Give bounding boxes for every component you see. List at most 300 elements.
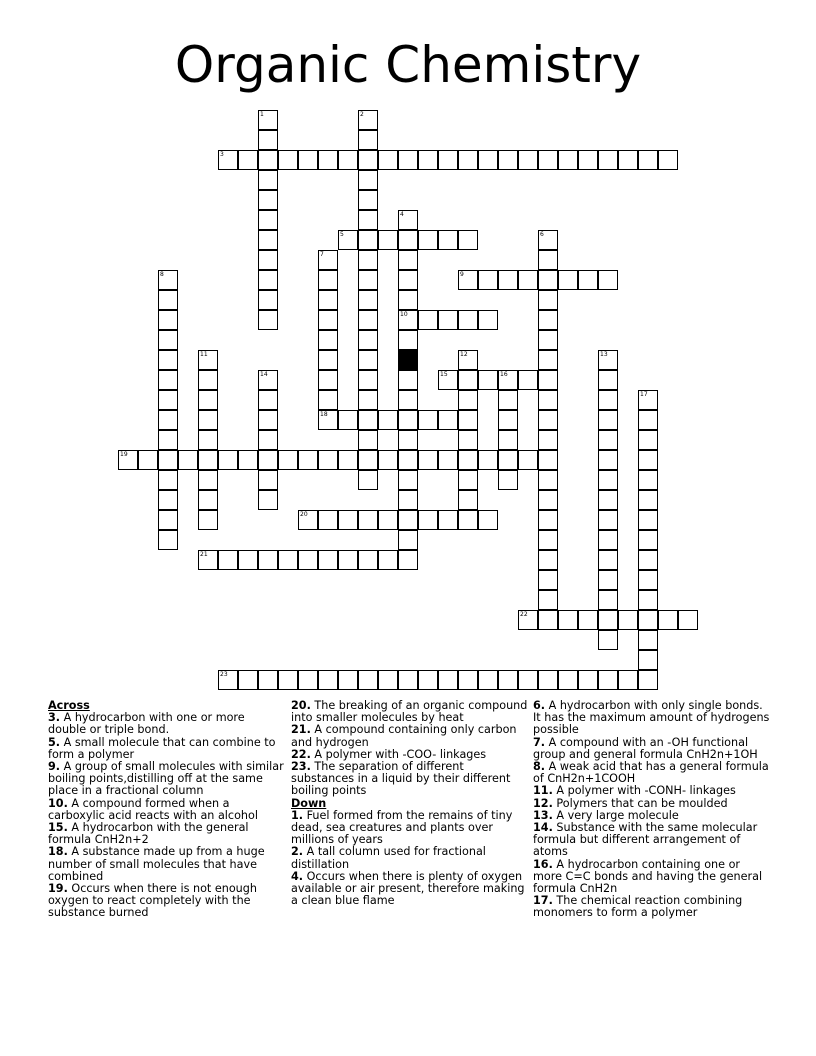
crossword-cell[interactable]: [398, 550, 418, 570]
crossword-cell[interactable]: [258, 310, 278, 330]
crossword-cell[interactable]: [358, 350, 378, 370]
crossword-cell[interactable]: [358, 550, 378, 570]
crossword-cell[interactable]: [578, 150, 598, 170]
clue-item-text: Substance with the same molecular formula but different arrangement of atoms: [533, 821, 758, 859]
crossword-cell[interactable]: [438, 310, 458, 330]
crossword-cell[interactable]: [238, 150, 258, 170]
crossword-cell[interactable]: [318, 310, 338, 330]
crossword-cell[interactable]: [498, 670, 518, 690]
crossword-cell[interactable]: [378, 550, 398, 570]
crossword-cell[interactable]: [398, 510, 418, 530]
crossword-cell[interactable]: [118, 450, 138, 470]
crossword-cell[interactable]: [638, 670, 658, 690]
crossword-cell[interactable]: [458, 230, 478, 250]
crossword-cell[interactable]: [378, 410, 398, 430]
clue-item-number: 8.: [533, 760, 546, 774]
crossword-cell[interactable]: [498, 450, 518, 470]
crossword-cell[interactable]: [458, 670, 478, 690]
crossword-cell[interactable]: [538, 370, 558, 390]
crossword-cell[interactable]: [398, 290, 418, 310]
crossword-cell[interactable]: [418, 410, 438, 430]
crossword-cell[interactable]: [598, 150, 618, 170]
crossword-cell[interactable]: [438, 510, 458, 530]
crossword-cell[interactable]: [258, 390, 278, 410]
clue-item: [291, 810, 529, 847]
crossword-cell[interactable]: [458, 490, 478, 510]
crossword-cell[interactable]: [278, 450, 298, 470]
crossword-cell[interactable]: [638, 590, 658, 610]
crossword-cell[interactable]: [558, 150, 578, 170]
crossword-cell[interactable]: [378, 450, 398, 470]
clue-item-number: 9.: [48, 760, 61, 774]
crossword-cell[interactable]: [458, 310, 478, 330]
crossword-cell[interactable]: [638, 570, 658, 590]
crossword-cell[interactable]: [138, 450, 158, 470]
crossword-cell[interactable]: [258, 250, 278, 270]
crossword-cell[interactable]: [258, 110, 278, 130]
crossword-cell[interactable]: [518, 150, 538, 170]
crossword-cell[interactable]: [598, 270, 618, 290]
crossword-cell[interactable]: [158, 410, 178, 430]
clue-item: [533, 822, 771, 859]
crossword-cell[interactable]: [418, 150, 438, 170]
crossword-cell[interactable]: [258, 210, 278, 230]
crossword-cell[interactable]: [658, 150, 678, 170]
clue-item-text: A small molecule that can combine to form a polymer: [48, 735, 276, 761]
crossword-cell[interactable]: [398, 490, 418, 510]
crossword-cell[interactable]: [478, 670, 498, 690]
crossword-cell[interactable]: [538, 310, 558, 330]
clues-column-1: [48, 700, 286, 920]
crossword-cell[interactable]: [458, 450, 478, 470]
crossword-cell[interactable]: [538, 550, 558, 570]
clue-item-number: 1.: [291, 808, 304, 822]
crossword-cell[interactable]: [518, 450, 538, 470]
crossword-cell[interactable]: [618, 670, 638, 690]
clue-item-text: Occurs when there is not enough oxygen to react completely with the substance burned: [48, 882, 257, 920]
crossword-cell[interactable]: [638, 410, 658, 430]
crossword-cell[interactable]: [418, 230, 438, 250]
crossword-cell[interactable]: [358, 450, 378, 470]
crossword-cell[interactable]: [538, 490, 558, 510]
crossword-cell[interactable]: [318, 550, 338, 570]
crossword-cell[interactable]: [198, 350, 218, 370]
crossword-cell[interactable]: [358, 510, 378, 530]
crossword-cell[interactable]: [538, 230, 558, 250]
crossword-cell[interactable]: [278, 670, 298, 690]
crossword-cell[interactable]: [458, 350, 478, 370]
crossword-cell[interactable]: [158, 310, 178, 330]
crossword-cell[interactable]: [338, 450, 358, 470]
clue-item-text: The chemical reaction combining monomers to form a polymer: [533, 894, 743, 920]
crossword-cell[interactable]: [298, 510, 318, 530]
crossword-cell[interactable]: [198, 490, 218, 510]
crossword-cell[interactable]: [458, 410, 478, 430]
clue-number: 14: [260, 371, 268, 378]
crossword-cell[interactable]: [398, 390, 418, 410]
crossword-cell[interactable]: [638, 470, 658, 490]
crossword-cell[interactable]: [638, 630, 658, 650]
crossword-cell[interactable]: [598, 510, 618, 530]
crossword-cell[interactable]: [538, 250, 558, 270]
crossword-cell[interactable]: [518, 270, 538, 290]
clue-item-text: A group of small molecules with similar boiling points,distilling off at the same place in a fractional column: [48, 760, 284, 798]
crossword-cell[interactable]: [198, 450, 218, 470]
crossword-cell[interactable]: [238, 450, 258, 470]
crossword-cell[interactable]: [158, 470, 178, 490]
page-title: Organic Chemistry: [174, 36, 642, 94]
crossword-cell[interactable]: [398, 470, 418, 490]
crossword-cell[interactable]: [198, 410, 218, 430]
crossword-cell[interactable]: [638, 610, 658, 630]
crossword-cell[interactable]: [358, 370, 378, 390]
crossword-cell[interactable]: [258, 670, 278, 690]
crossword-cell[interactable]: [558, 270, 578, 290]
crossword-cell[interactable]: [318, 370, 338, 390]
crossword-cell[interactable]: [398, 370, 418, 390]
crossword-cell[interactable]: [598, 430, 618, 450]
clue-item: [48, 737, 286, 761]
crossword-cell[interactable]: [398, 410, 418, 430]
crossword-cell[interactable]: [418, 510, 438, 530]
crossword-cell[interactable]: [538, 570, 558, 590]
crossword-cell[interactable]: [518, 370, 538, 390]
crossword-cell[interactable]: [338, 510, 358, 530]
crossword-cell[interactable]: [538, 470, 558, 490]
clue-item-text: Occurs when there is plenty of oxygen available or air present, therefore making a clean blue flame: [291, 869, 525, 908]
crossword-cell[interactable]: [298, 150, 318, 170]
crossword-cell[interactable]: [358, 290, 378, 310]
crossword-cell[interactable]: [578, 270, 598, 290]
crossword-cell[interactable]: [498, 470, 518, 490]
crossword-cell[interactable]: [198, 430, 218, 450]
crossword-cell[interactable]: [158, 530, 178, 550]
crossword-cell[interactable]: [198, 510, 218, 530]
clue-item-text: A polymer with -CONH- linkages: [556, 784, 736, 798]
crossword-cell[interactable]: [458, 470, 478, 490]
crossword-cell[interactable]: [538, 530, 558, 550]
clue-item-text: A hydrocarbon containing one or more C=C bonds and having the general formula CnH2n: [533, 857, 763, 896]
crossword-cell[interactable]: [158, 430, 178, 450]
crossword-cell[interactable]: [398, 670, 418, 690]
crossword-cell[interactable]: [338, 550, 358, 570]
clue-number: 8: [160, 271, 164, 278]
clue-number: 18: [320, 411, 328, 418]
crossword-cell[interactable]: [278, 550, 298, 570]
clue-item: [48, 712, 286, 736]
crossword-cell[interactable]: [298, 450, 318, 470]
crossword-cell[interactable]: [398, 330, 418, 350]
crossword-cell[interactable]: [158, 390, 178, 410]
clue-item-text: Fuel formed from the remains of tiny dead, sea creatures and plants over millions of years: [291, 808, 513, 847]
crossword-cell[interactable]: [258, 290, 278, 310]
clue-number: 1: [260, 111, 264, 118]
crossword-cell[interactable]: [558, 610, 578, 630]
crossword-cell[interactable]: [478, 310, 498, 330]
clue-number: 15: [440, 371, 448, 378]
crossword-cell[interactable]: [398, 210, 418, 230]
crossword-cell[interactable]: [358, 230, 378, 250]
clue-number: 12: [460, 351, 468, 358]
crossword-cell[interactable]: [358, 210, 378, 230]
crossword-cell[interactable]: [318, 450, 338, 470]
crossword-cell[interactable]: [438, 230, 458, 250]
crossword-cell[interactable]: [358, 250, 378, 270]
crossword-cell[interactable]: [638, 530, 658, 550]
clue-item: [48, 883, 286, 920]
crossword-cell[interactable]: [498, 390, 518, 410]
crossword-cell[interactable]: [258, 550, 278, 570]
crossword-cell[interactable]: [358, 390, 378, 410]
clue-item-text: A compound with an -OH functional group and general formula CnH2n+1OH: [533, 735, 758, 761]
crossword-cell[interactable]: [598, 370, 618, 390]
crossword-cell[interactable]: [458, 370, 478, 390]
crossword-cell[interactable]: [378, 510, 398, 530]
crossword-cell[interactable]: [358, 130, 378, 150]
crossword-cell[interactable]: [398, 450, 418, 470]
crossword-cell[interactable]: [158, 490, 178, 510]
clue-item-number: 22.: [291, 747, 311, 761]
crossword-cell[interactable]: [598, 490, 618, 510]
crossword-cell[interactable]: [318, 350, 338, 370]
crossword-cell[interactable]: [438, 670, 458, 690]
crossword-cell[interactable]: [638, 390, 658, 410]
crossword-cell[interactable]: [258, 430, 278, 450]
crossword-cell[interactable]: [338, 670, 358, 690]
crossword-cell[interactable]: [498, 370, 518, 390]
crossword-cell[interactable]: [358, 270, 378, 290]
crossword-cell[interactable]: [398, 270, 418, 290]
crossword-cell[interactable]: [498, 430, 518, 450]
crossword-cell[interactable]: [478, 510, 498, 530]
crossword-cell[interactable]: [318, 330, 338, 350]
crossword-cell[interactable]: [598, 590, 618, 610]
crossword-cell[interactable]: [558, 670, 578, 690]
crossword-cell[interactable]: [538, 590, 558, 610]
crossword-cell[interactable]: [498, 150, 518, 170]
crossword-cell[interactable]: [378, 150, 398, 170]
crossword-cell[interactable]: [338, 410, 358, 430]
crossword-cell[interactable]: [478, 450, 498, 470]
crossword-cell[interactable]: [398, 310, 418, 330]
clue-item: [48, 822, 286, 846]
crossword-cell[interactable]: [598, 350, 618, 370]
crossword-cell[interactable]: [358, 430, 378, 450]
crossword-cell[interactable]: [538, 430, 558, 450]
crossword-cell[interactable]: [378, 670, 398, 690]
crossword-cell[interactable]: [598, 450, 618, 470]
crossword-cell[interactable]: [318, 250, 338, 270]
clue-item-number: 2.: [291, 845, 304, 859]
crossword-cell[interactable]: [358, 150, 378, 170]
crossword-cell[interactable]: [638, 510, 658, 530]
crossword-cell[interactable]: [458, 510, 478, 530]
crossword-cell[interactable]: [538, 410, 558, 430]
clue-number: 6: [540, 231, 544, 238]
crossword-cell[interactable]: [318, 510, 338, 530]
crossword-cell[interactable]: [598, 670, 618, 690]
crossword-cell[interactable]: [378, 230, 398, 250]
clue-item-number: 3.: [48, 711, 61, 725]
crossword-cell[interactable]: [198, 390, 218, 410]
crossword-cell[interactable]: [458, 270, 478, 290]
crossword-cell[interactable]: [678, 610, 698, 630]
crossword-cell[interactable]: [398, 150, 418, 170]
crossword-cell[interactable]: [638, 650, 658, 670]
crossword-cell[interactable]: [158, 270, 178, 290]
crossword-cell[interactable]: [358, 470, 378, 490]
crossword-cell[interactable]: [318, 270, 338, 290]
clue-item-number: 15.: [48, 821, 68, 835]
crossword-cell[interactable]: [258, 370, 278, 390]
crossword-cell[interactable]: [638, 430, 658, 450]
crossword-cell[interactable]: [418, 670, 438, 690]
crossword-cell[interactable]: [178, 450, 198, 470]
crossword-cell[interactable]: [518, 610, 538, 630]
clue-item-text: A hydrocarbon with only single bonds. It has the maximum amount of hydrogens possible: [533, 699, 770, 737]
crossword-cell[interactable]: [258, 270, 278, 290]
crossword-cell[interactable]: [358, 170, 378, 190]
crossword-cell[interactable]: [598, 410, 618, 430]
clue-number: 21: [200, 551, 208, 558]
crossword-cell[interactable]: [658, 610, 678, 630]
crossword-cell[interactable]: [538, 150, 558, 170]
crossword-cell[interactable]: [438, 370, 458, 390]
clue-number: 13: [600, 351, 608, 358]
crossword-cell[interactable]: [618, 150, 638, 170]
clue-number: 16: [500, 371, 508, 378]
crossword-cell[interactable]: [158, 330, 178, 350]
crossword-cell[interactable]: [158, 450, 178, 470]
crossword-cell[interactable]: [258, 470, 278, 490]
crossword-cell[interactable]: [478, 150, 498, 170]
crossword-cell[interactable]: [318, 410, 338, 430]
crossword-cell[interactable]: [338, 150, 358, 170]
clue-number: 22: [520, 611, 528, 618]
crossword-cell[interactable]: [598, 530, 618, 550]
crossword-cell[interactable]: [158, 290, 178, 310]
crossword-cell[interactable]: [298, 550, 318, 570]
crossword-cell[interactable]: [358, 330, 378, 350]
crossword-cell[interactable]: [478, 270, 498, 290]
crossword-cell[interactable]: [498, 270, 518, 290]
clue-item-text: A hydrocarbon with one or more double or triple bond.: [48, 711, 245, 737]
crossword-cell[interactable]: [398, 230, 418, 250]
crossword-cell[interactable]: [638, 550, 658, 570]
clue-number: 2: [360, 111, 364, 118]
crossword-cell[interactable]: [578, 610, 598, 630]
crossword-cell[interactable]: [458, 390, 478, 410]
crossword-cell[interactable]: [198, 470, 218, 490]
crossword-cell[interactable]: [578, 670, 598, 690]
crossword-cell[interactable]: [278, 150, 298, 170]
crossword-cell[interactable]: [598, 630, 618, 650]
crossword-cell[interactable]: [398, 250, 418, 270]
crossword-cell[interactable]: [518, 670, 538, 690]
crossword-cell[interactable]: [258, 450, 278, 470]
crossword-cell[interactable]: [538, 350, 558, 370]
crossword-cell[interactable]: [638, 150, 658, 170]
crossword-cell[interactable]: [358, 410, 378, 430]
crossword-cell[interactable]: [238, 670, 258, 690]
crossword-cell[interactable]: [318, 390, 338, 410]
crossword-cell[interactable]: [538, 390, 558, 410]
crossword-cell[interactable]: [238, 550, 258, 570]
crossword-cell[interactable]: [538, 450, 558, 470]
crossword-cell[interactable]: [258, 150, 278, 170]
clue-number: 5: [340, 231, 344, 238]
crossword-cell[interactable]: [318, 670, 338, 690]
crossword-cell[interactable]: [538, 670, 558, 690]
crossword-cell[interactable]: [418, 310, 438, 330]
crossword-cell[interactable]: [258, 130, 278, 150]
crossword-cell[interactable]: [218, 550, 238, 570]
crossword-cell[interactable]: [438, 450, 458, 470]
crossword-cell[interactable]: [198, 370, 218, 390]
crossword-cell[interactable]: [598, 610, 618, 630]
crossword-cell[interactable]: [478, 370, 498, 390]
crossword-cell[interactable]: [438, 150, 458, 170]
clue-item: [291, 871, 529, 908]
crossword-cell[interactable]: [258, 410, 278, 430]
crossword-cell[interactable]: [218, 450, 238, 470]
crossword-cell[interactable]: [198, 550, 218, 570]
crossword-cell[interactable]: [258, 490, 278, 510]
clue-item-text: A compound containing only carbon and hydrogen: [291, 723, 517, 749]
crossword-cell[interactable]: [538, 270, 558, 290]
crossword-cell[interactable]: [538, 510, 558, 530]
crossword-cell[interactable]: [338, 230, 358, 250]
crossword-cell[interactable]: [358, 310, 378, 330]
crossword-cell[interactable]: [538, 290, 558, 310]
crossword-cell[interactable]: [598, 550, 618, 570]
crossword-cell[interactable]: [458, 150, 478, 170]
clue-item-text: Polymers that can be moulded: [556, 796, 728, 810]
crossword-cell[interactable]: [258, 230, 278, 250]
crossword-cell[interactable]: [398, 530, 418, 550]
crossword-cell[interactable]: [358, 670, 378, 690]
crossword-cell[interactable]: [498, 410, 518, 430]
crossword-cell[interactable]: [538, 330, 558, 350]
crossword-cell[interactable]: [638, 450, 658, 470]
crossword-cell[interactable]: [318, 290, 338, 310]
crossword-cell[interactable]: [358, 190, 378, 210]
clue-item-text: A weak acid that has a general formula of CnH2n+1COOH: [533, 760, 769, 786]
crossword-cell[interactable]: [258, 190, 278, 210]
crossword-cell[interactable]: [158, 510, 178, 530]
crossword-cell[interactable]: [418, 450, 438, 470]
crossword-cell[interactable]: [638, 490, 658, 510]
crossword-cell[interactable]: [218, 150, 238, 170]
down-header: Down: [291, 796, 327, 810]
crossword-cell[interactable]: [158, 350, 178, 370]
clue-item-number: 13.: [533, 808, 553, 822]
crossword-cell[interactable]: [398, 430, 418, 450]
crossword-cell[interactable]: [598, 390, 618, 410]
crossword-cell[interactable]: [298, 670, 318, 690]
crossword-cell[interactable]: [318, 150, 338, 170]
crossword-cell[interactable]: [458, 430, 478, 450]
crossword-cell[interactable]: [598, 570, 618, 590]
crossword-cell[interactable]: [258, 170, 278, 190]
crossword-cell[interactable]: [438, 410, 458, 430]
crossword-cell[interactable]: [358, 110, 378, 130]
crossword-cell[interactable]: [218, 670, 238, 690]
crossword-cell[interactable]: [158, 370, 178, 390]
crossword-cell[interactable]: [598, 470, 618, 490]
crossword-cell[interactable]: [618, 610, 638, 630]
crossword-cell[interactable]: [538, 610, 558, 630]
